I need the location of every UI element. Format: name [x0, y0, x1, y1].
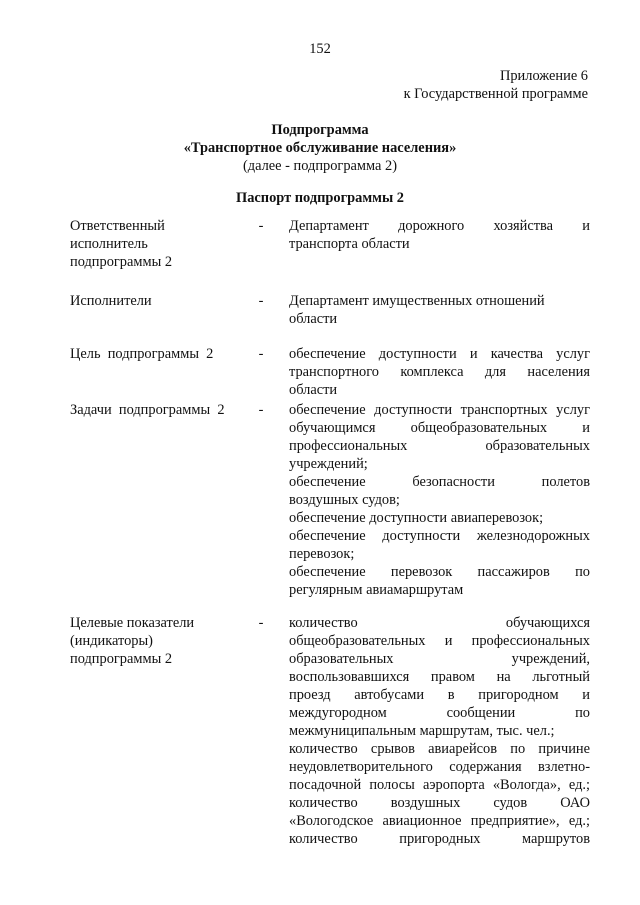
- value-line: воспользовавшихся правом на льготный: [289, 669, 590, 685]
- passport-row-indicators: [70, 614, 590, 854]
- value-line: количество воздушных судов ОАО: [289, 795, 590, 811]
- value-line: обеспечение доступности транспортных услуг: [289, 402, 590, 418]
- value-line: проезд автобусами в пригородном и: [289, 687, 590, 703]
- row-label: [70, 217, 250, 271]
- passport-title: Паспорт подпрограммы 2: [236, 190, 404, 206]
- label-line: подпрограммы 2: [70, 651, 173, 667]
- row-value: [289, 401, 590, 599]
- value-line: количество обучающихся: [289, 615, 590, 631]
- subprogram-name: «Транспортное обслуживание населения»: [183, 140, 457, 156]
- value-line: обеспечение доступности авиаперевозок;: [289, 510, 544, 526]
- value-line: посадочной полосы аэропорта «Вологда», ед.;: [289, 777, 590, 793]
- value-line: межмуниципальным маршрутам, тыс. чел.;: [289, 723, 555, 739]
- value-line: обеспечение перевозок пассажиров по: [289, 564, 590, 580]
- value-line: перевозок;: [289, 546, 355, 562]
- value-line: транспорта области: [289, 236, 410, 252]
- value-line: транспортного комплекса для населения: [289, 364, 590, 380]
- value-line: количество пригородных маршрутов: [289, 831, 590, 847]
- appendix-line-1: Приложение 6: [499, 68, 588, 84]
- row-dash: -: [258, 346, 264, 362]
- appendix-note: [404, 67, 588, 103]
- row-dash: -: [258, 615, 264, 631]
- value-line: междугородном сообщении по: [289, 705, 590, 721]
- value-line: учреждений;: [289, 456, 368, 472]
- value-line: обеспечение доступности железнодорожных: [289, 528, 590, 544]
- value-line: обучающимся общеобразовательных и: [289, 420, 590, 436]
- subprogram-abbrev: (далее - подпрограмма 2): [242, 158, 398, 174]
- label-line: Цель подпрограммы 2: [70, 346, 214, 362]
- value-line: общеобразовательных и профессиональных: [289, 633, 590, 649]
- row-dash: -: [258, 218, 264, 234]
- value-line: области: [289, 382, 338, 398]
- value-line: области: [289, 311, 338, 327]
- value-line: профессиональных образовательных: [289, 438, 590, 454]
- value-line: обеспечение безопасности полетов: [289, 474, 590, 490]
- label-line: Целевые показатели: [70, 615, 195, 631]
- value-line: регулярным авиамаршрутам: [289, 582, 464, 598]
- value-line: количество срывов авиарейсов по причине: [289, 741, 590, 757]
- row-value: [289, 217, 590, 253]
- page-number: 152: [309, 41, 331, 57]
- label-line: (индикаторы): [70, 633, 153, 649]
- row-label: [70, 345, 250, 363]
- subprogram-title: [0, 121, 640, 175]
- value-line: воздушных судов;: [289, 492, 400, 508]
- row-dash: -: [258, 402, 264, 418]
- subprogram-heading: Подпрограмма: [271, 122, 369, 138]
- label-line: исполнитель: [70, 236, 148, 252]
- value-line: Департамент дорожного хозяйства и: [289, 218, 590, 234]
- passport-row-tasks: [70, 401, 590, 614]
- label-line: Задачи подпрограммы 2: [70, 402, 225, 418]
- value-line: неудовлетворительного содержания взлетно-: [289, 759, 590, 775]
- passport-row-responsible: [70, 217, 590, 292]
- row-label: [70, 614, 250, 668]
- row-dash: -: [258, 293, 264, 309]
- appendix-line-2: к Государственной программе: [403, 86, 588, 102]
- row-label: [70, 401, 250, 419]
- passport-row-goal: [70, 345, 590, 401]
- value-line: образовательных учреждений,: [289, 651, 590, 667]
- row-value: [289, 345, 590, 399]
- value-line: Департамент имущественных отношений: [289, 293, 545, 309]
- label-line: Ответственный: [70, 218, 165, 234]
- label-line: подпрограммы 2: [70, 254, 173, 270]
- passport-row-executors: [70, 292, 590, 345]
- passport-table: [70, 217, 590, 854]
- value-line: «Вологодское авиационное предприятие», ед.;: [289, 813, 590, 829]
- value-line: обеспечение доступности и качества услуг: [289, 346, 590, 362]
- label-line: Исполнители: [70, 293, 152, 309]
- row-value: [289, 614, 590, 848]
- row-value: [289, 292, 590, 328]
- row-label: [70, 292, 250, 310]
